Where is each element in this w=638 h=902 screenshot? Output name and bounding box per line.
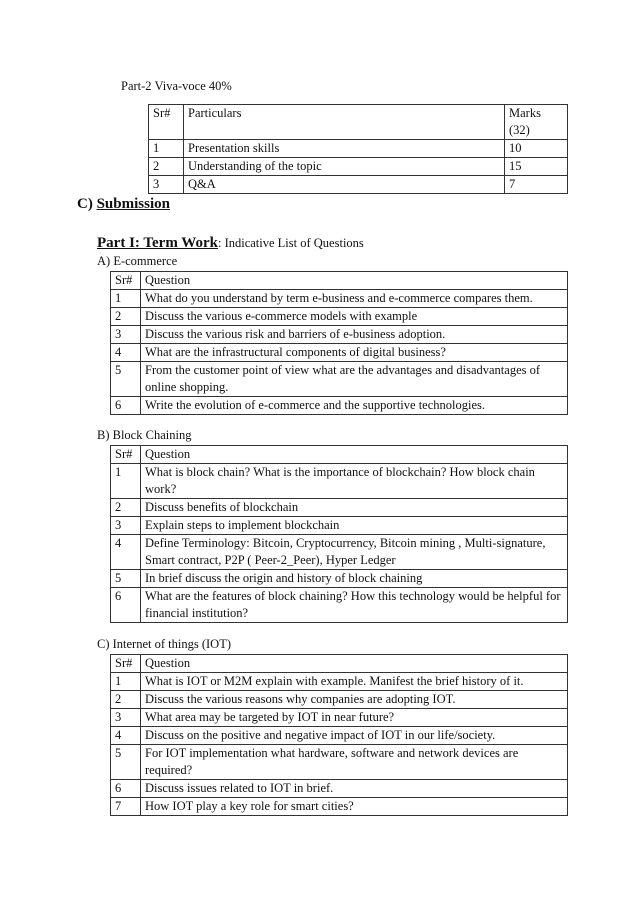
table-row [111,464,568,499]
submission-prefix: C) [77,196,93,212]
cell: 6 [111,588,141,623]
header-cell: Sr# [111,655,141,673]
cell: Discuss the various reasons why companies are adopting IOT. [141,691,568,709]
table-row [111,798,568,816]
table-row [149,158,568,176]
part1-subtitle: : Indicative List of Questions [217,236,364,250]
header-cell: Marks (32) [505,105,568,140]
table-row [111,517,568,535]
viva-table [148,104,568,194]
cell: 7 [505,176,568,194]
cell: What are the infrastructural components of digital business? [141,344,568,362]
table-row [111,745,568,780]
table-row [111,535,568,570]
cell: Discuss benefits of blockchain [141,499,568,517]
header-cell: Question [141,446,568,464]
table-row [111,691,568,709]
table-row [111,727,568,745]
header-cell: Question [141,272,568,290]
cell: Discuss the various risk and barriers of e-business adoption. [141,326,568,344]
cell: 10 [505,140,568,158]
table-row [111,290,568,308]
cell: 4 [111,535,141,570]
cell: Write the evolution of e-commerce and the supportive technologies. [141,397,568,415]
submission-heading [77,196,170,213]
header-cell: Particulars [184,105,505,140]
table-header-row [149,105,568,140]
table-header-row [111,655,568,673]
header-cell: Sr# [111,272,141,290]
table-row [111,570,568,588]
table-row [111,709,568,727]
cell: 6 [111,397,141,415]
section-heading-ecommerce: A) E-commerce [97,254,178,268]
cell: 2 [111,499,141,517]
cell: 3 [111,517,141,535]
table-row [111,362,568,397]
cell: 3 [149,176,184,194]
cell: Explain steps to implement blockchain [141,517,568,535]
table-row [111,673,568,691]
cell: What area may be targeted by IOT in near future? [141,709,568,727]
table-row [149,140,568,158]
cell: 5 [111,570,141,588]
cell: 6 [111,780,141,798]
blockchain-table [110,445,568,623]
cell: How IOT play a key role for smart cities? [141,798,568,816]
part1-title: Part I: Term Work [97,235,218,251]
cell: 5 [111,745,141,780]
cell: In brief discuss the origin and history of block chaining [141,570,568,588]
cell: From the customer point of view what are the advantages and disadvantages of online shopping. [141,362,568,397]
submission-title: Submission [96,196,170,212]
cell: Q&A [184,176,505,194]
viva-heading: Part-2 Viva-voce 40% [121,79,232,93]
cell: 4 [111,344,141,362]
table-row [111,780,568,798]
cell: 1 [111,464,141,499]
table-row [149,176,568,194]
table-header-row [111,446,568,464]
table-row [111,308,568,326]
section-heading-iot: C) Internet of things (IOT) [97,637,231,651]
table-row [111,588,568,623]
ecommerce-table [110,271,568,415]
table-row [111,499,568,517]
table-row [111,397,568,415]
cell: 3 [111,709,141,727]
cell: Discuss issues related to IOT in brief. [141,780,568,798]
cell: 2 [111,308,141,326]
cell: Understanding of the topic [184,158,505,176]
header-cell: Sr# [111,446,141,464]
cell: 2 [111,691,141,709]
cell: Define Terminology: Bitcoin, Cryptocurrency, Bitcoin mining , Multi-signature, Smart contract, P2P ( Peer-2_Peer), Hyper Ledger [141,535,568,570]
cell: 2 [149,158,184,176]
cell: 15 [505,158,568,176]
section-heading-blockchain: B) Block Chaining [97,428,192,442]
cell: 1 [111,673,141,691]
cell: Presentation skills [184,140,505,158]
table-header-row [111,272,568,290]
header-cell: Question [141,655,568,673]
cell: What is IOT or M2M explain with example. Manifest the brief history of it. [141,673,568,691]
cell: Discuss the various e-commerce models with example [141,308,568,326]
cell: What are the features of block chaining? How this technology would be helpful for financial institution? [141,588,568,623]
cell: What do you understand by term e-business and e-commerce compares them. [141,290,568,308]
cell: 1 [149,140,184,158]
table-row [111,326,568,344]
part1-heading [97,235,364,252]
iot-table [110,654,568,816]
cell: What is block chain? What is the importance of blockchain? How block chain work? [141,464,568,499]
cell: 3 [111,326,141,344]
cell: 1 [111,290,141,308]
cell: For IOT implementation what hardware, software and network devices are required? [141,745,568,780]
cell: 4 [111,727,141,745]
cell: 5 [111,362,141,397]
cell: 7 [111,798,141,816]
table-row [111,344,568,362]
header-cell: Sr# [149,105,184,140]
cell: Discuss on the positive and negative impact of IOT in our life/society. [141,727,568,745]
